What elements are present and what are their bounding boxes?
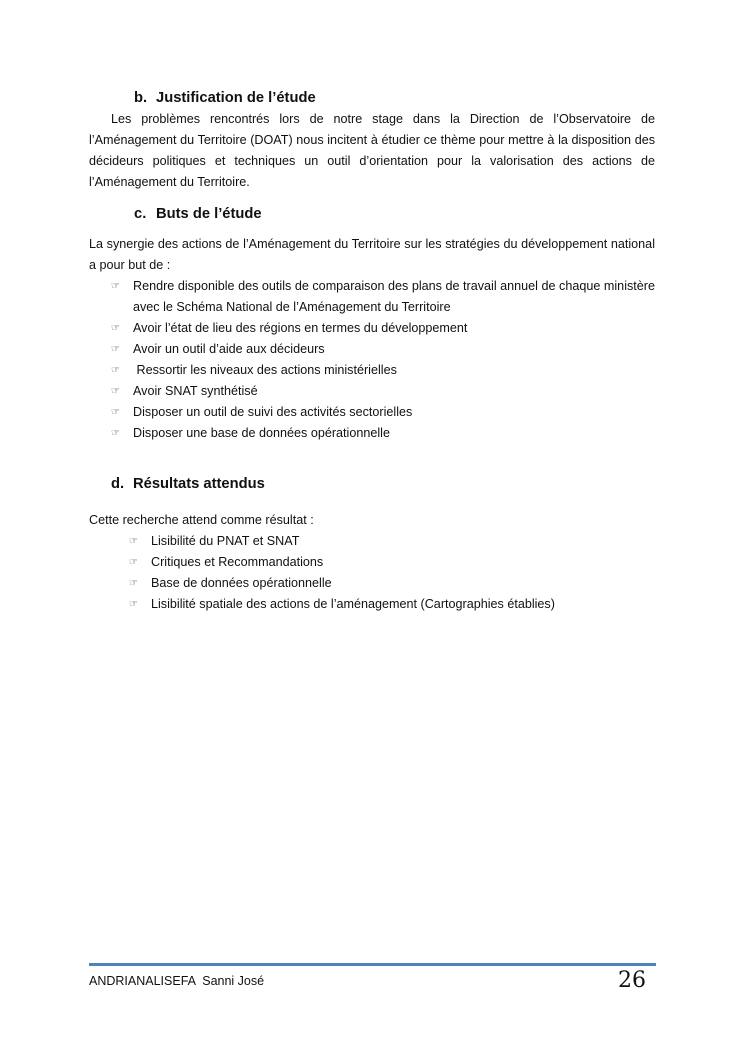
pointing-hand-icon: ☞: [129, 557, 138, 568]
list-item: [111, 339, 655, 360]
list-item-text: Critiques et Recommandations: [151, 555, 324, 569]
pointing-hand-icon: ☞: [129, 578, 138, 589]
section-b-letter: b.: [134, 90, 148, 106]
pointing-hand-icon: ☞: [111, 428, 120, 439]
page-content: [89, 88, 655, 615]
list-item: [111, 276, 655, 318]
section-d-intro: Cette recherche attend comme résultat :: [89, 513, 314, 527]
list-item-text: Disposer une base de données opérationnelle: [133, 426, 390, 440]
section-c-heading: [89, 204, 655, 225]
page-number: 26: [618, 968, 646, 993]
list-item-text: Avoir un outil d’aide aux décideurs: [133, 342, 325, 356]
section-d-list: [89, 531, 655, 615]
list-item: [111, 381, 655, 402]
footer-divider: [89, 963, 656, 966]
section-c-letter: c.: [134, 206, 147, 222]
pointing-hand-icon: ☞: [129, 536, 138, 547]
list-item-text: Rendre disponible des outils de comparaison des plans de travail annuel de chaque ministère avec le Schéma National de l’Aménagement du Territoire: [133, 279, 655, 314]
section-d-heading: [89, 474, 655, 495]
section-c-intro: La synergie des actions de l’Aménagement du Territoire sur les stratégies du développement national a pour but de :: [89, 237, 655, 272]
list-item-text: Avoir l’état de lieu des régions en termes du développement: [133, 321, 468, 335]
section-b-heading: [89, 88, 655, 109]
section-b-paragraph: Les problèmes rencontrés lors de notre stage dans la Direction de l’Observatoire de l’Aménagement du Territoire (DOAT) nous incitent à étudier ce thème pour mettre à la disposition des décideurs politiques et techniques un outil d’orientation pour la valorisation des actions de l’Aménagement du Territoire.: [89, 112, 655, 189]
list-item-text: Avoir SNAT synthétisé: [133, 384, 258, 398]
section-b-title: Justification de l’étude: [156, 90, 316, 106]
list-item-text: Lisibilité spatiale des actions de l’aménagement (Cartographies établies): [151, 597, 555, 611]
pointing-hand-icon: ☞: [129, 599, 138, 610]
list-item-text: Lisibilité du PNAT et SNAT: [151, 534, 300, 548]
list-item: [129, 594, 655, 615]
pointing-hand-icon: ☞: [111, 386, 120, 397]
list-item: [111, 402, 655, 423]
list-item: [111, 318, 655, 339]
section-d-letter: d.: [111, 476, 125, 492]
pointing-hand-icon: ☞: [111, 323, 120, 334]
section-c-list: [89, 276, 655, 444]
list-item: [129, 552, 655, 573]
pointing-hand-icon: ☞: [111, 407, 120, 418]
list-item: [129, 573, 655, 594]
list-item: [111, 423, 655, 444]
list-item: [111, 360, 655, 381]
list-item: [129, 531, 655, 552]
pointing-hand-icon: ☞: [111, 281, 120, 292]
section-c-title: Buts de l’étude: [156, 206, 262, 222]
footer-author: ANDRIANALISEFA Sanni José: [89, 974, 265, 988]
list-item-text: Disposer un outil de suivi des activités sectorielles: [133, 405, 413, 419]
section-d-title: Résultats attendus: [133, 476, 265, 492]
pointing-hand-icon: ☞: [111, 365, 120, 376]
list-item-text: Base de données opérationnelle: [151, 576, 332, 590]
list-item-text: Ressortir les niveaux des actions ministérielles: [133, 363, 397, 377]
pointing-hand-icon: ☞: [111, 344, 120, 355]
